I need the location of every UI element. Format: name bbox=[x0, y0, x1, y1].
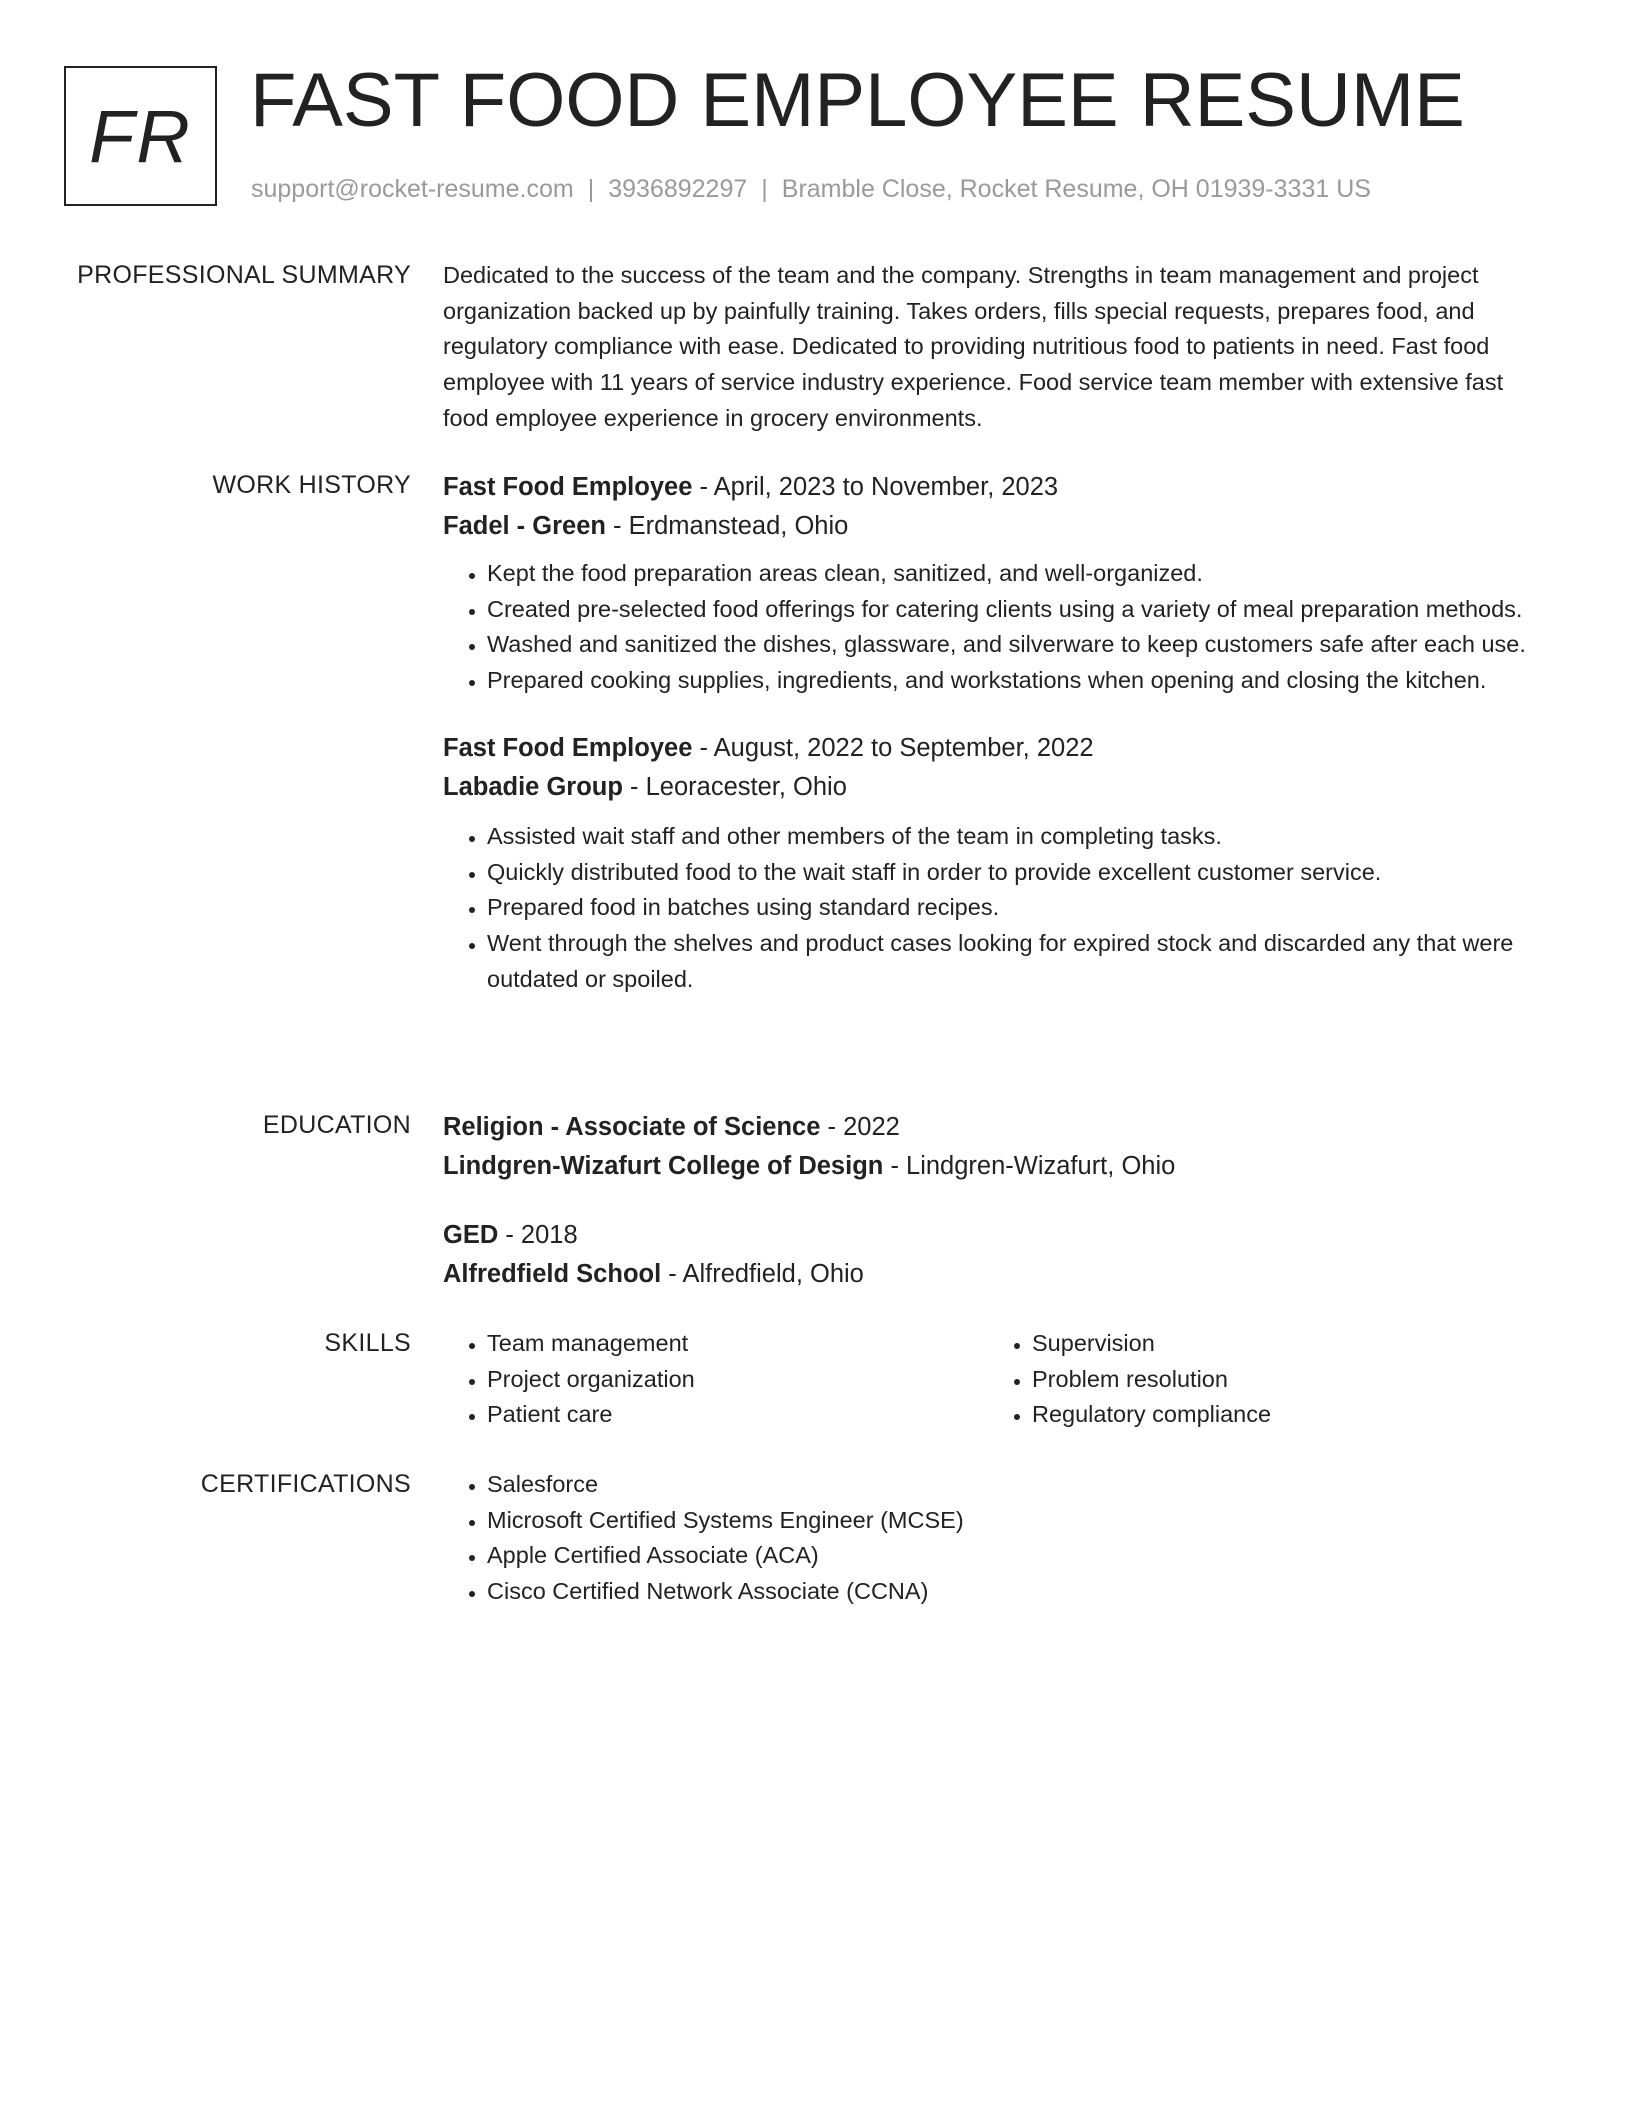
job-location: - Erdmanstead, Ohio bbox=[605, 512, 849, 540]
monogram-box bbox=[64, 66, 217, 206]
certification-item: • Salesforce bbox=[487, 1467, 1553, 1503]
skill-item: • Team management bbox=[487, 1326, 988, 1362]
job-dates: - April, 2023 to November, 2023 bbox=[692, 473, 1059, 501]
job-title: Fast Food Employee bbox=[443, 473, 693, 501]
job-company-line bbox=[443, 507, 1553, 546]
section-label-skills: SKILLS bbox=[324, 1329, 411, 1357]
job-bullet-list bbox=[443, 556, 1553, 699]
skill-item: • Regulatory compliance bbox=[1032, 1397, 1533, 1433]
contact-separator: | bbox=[761, 175, 768, 203]
monogram-initials: FR bbox=[89, 94, 192, 178]
job-bullet-list bbox=[443, 819, 1553, 998]
section-label-certifications: CERTIFICATIONS bbox=[200, 1470, 411, 1498]
education-location: - Lindgren-Wizafurt, Ohio bbox=[883, 1152, 1176, 1180]
list-item: • Kept the food preparation areas clean, sanitized, and well-organized. bbox=[487, 556, 1553, 592]
section-label-education: EDUCATION bbox=[262, 1111, 411, 1139]
education-degree: Religion - Associate of Science bbox=[443, 1113, 821, 1141]
skills-column-left bbox=[443, 1326, 988, 1433]
skill-item: • Supervision bbox=[1032, 1326, 1533, 1362]
certifications-list bbox=[443, 1467, 1553, 1610]
education-school-line bbox=[443, 1147, 1553, 1186]
summary-body bbox=[443, 258, 1553, 437]
education-school: Alfredfield School bbox=[443, 1260, 662, 1288]
skills-column-right bbox=[988, 1326, 1533, 1433]
certification-item: • Microsoft Certified Systems Engineer (MCSE) bbox=[487, 1503, 1553, 1539]
job-entry bbox=[443, 468, 1553, 699]
list-item: • Went through the shelves and product cases looking for expired stock and discarded any that were outdated or spoiled. bbox=[487, 926, 1553, 997]
skills-list bbox=[443, 1326, 988, 1433]
list-item: • Washed and sanitized the dishes, glassware, and silverware to keep customers safe after each use. bbox=[487, 627, 1553, 663]
list-item: • Created pre-selected food offerings for catering clients using a variety of meal preparation methods. bbox=[487, 592, 1553, 628]
job-title-line bbox=[443, 729, 1553, 768]
contact-email: support@rocket-resume.com bbox=[251, 175, 574, 203]
education-body bbox=[443, 1108, 1553, 1294]
education-entry bbox=[443, 1108, 1553, 1186]
education-degree-line bbox=[443, 1216, 1553, 1255]
resume-title: FAST FOOD EMPLOYEE RESUME bbox=[250, 58, 1465, 143]
education-degree-line bbox=[443, 1108, 1553, 1147]
certification-item: • Apple Certified Associate (ACA) bbox=[487, 1538, 1553, 1574]
skill-item: • Patient care bbox=[487, 1397, 988, 1433]
job-location: - Leoracester, Ohio bbox=[622, 772, 847, 801]
job-dates: - August, 2022 to September, 2022 bbox=[692, 733, 1094, 762]
summary-text: Dedicated to the success of the team and the company. Strengths in team management and project organization backed up by painfully training. Takes orders, fills special requests, prepares food, and regulatory compliance with ease. Dedicated to providing nutritious food to patients in need. Fast food employee with 11 years of service industry experience. Food service team member with extensive fast food employee experience in grocery environments. bbox=[443, 262, 1504, 431]
education-location: - Alfredfield, Ohio bbox=[661, 1260, 864, 1288]
list-item: • Prepared food in batches using standard recipes. bbox=[487, 890, 1553, 926]
section-label-summary: PROFESSIONAL SUMMARY bbox=[77, 261, 411, 289]
education-entry bbox=[443, 1216, 1553, 1294]
contact-phone: 3936892297 bbox=[608, 175, 748, 203]
job-company: Labadie Group bbox=[443, 772, 623, 801]
work-history-body bbox=[443, 468, 1553, 997]
skills-body bbox=[443, 1326, 1553, 1433]
education-year: - 2018 bbox=[498, 1221, 578, 1249]
certifications-body bbox=[443, 1467, 1553, 1610]
skills-grid bbox=[443, 1326, 1553, 1433]
section-label-work-history: WORK HISTORY bbox=[212, 471, 411, 499]
education-year: - 2022 bbox=[820, 1113, 900, 1141]
job-entry bbox=[443, 729, 1553, 998]
education-school: Lindgren-Wizafurt College of Design bbox=[443, 1152, 884, 1180]
list-item: • Prepared cooking supplies, ingredients, and workstations when opening and closing the kitchen. bbox=[487, 663, 1553, 699]
education-degree: GED bbox=[443, 1221, 499, 1249]
list-item: • Assisted wait staff and other members of the team in completing tasks. bbox=[487, 819, 1553, 855]
list-item: • Quickly distributed food to the wait staff in order to provide excellent customer service. bbox=[487, 855, 1553, 891]
contact-address: Bramble Close, Rocket Resume, OH 01939-3331 US bbox=[781, 175, 1371, 203]
certification-item: • Cisco Certified Network Associate (CCNA) bbox=[487, 1574, 1553, 1610]
contact-line bbox=[251, 172, 1371, 206]
job-title: Fast Food Employee bbox=[443, 733, 693, 762]
job-company-line bbox=[443, 768, 1553, 807]
skill-item: • Problem resolution bbox=[1032, 1362, 1533, 1398]
skills-list bbox=[988, 1326, 1533, 1433]
job-title-line bbox=[443, 468, 1553, 507]
contact-separator: | bbox=[587, 175, 595, 203]
skill-item: • Project organization bbox=[487, 1362, 988, 1398]
job-company: Fadel - Green bbox=[443, 512, 606, 540]
education-school-line bbox=[443, 1255, 1553, 1294]
